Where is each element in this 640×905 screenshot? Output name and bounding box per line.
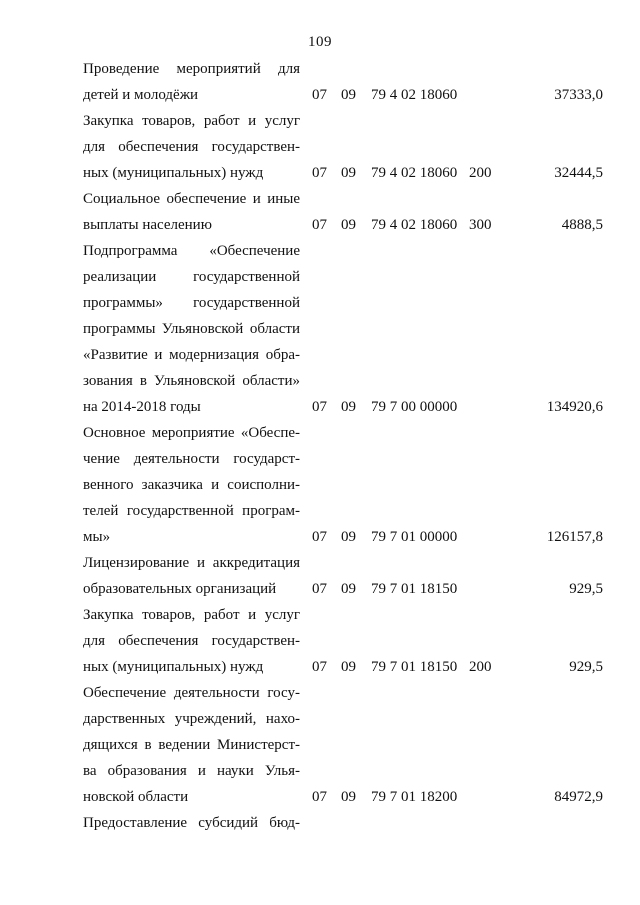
expense-type-code: 300 [469,217,492,233]
subsection-code: 09 [341,399,356,415]
row-description: Закупка товаров, работ и услуг [83,113,300,129]
amount-value: 4888,5 [561,217,603,233]
table-row [0,498,640,524]
target-article-code: 79 7 01 18150 [371,581,458,597]
row-description: на 2014-2018 годы [83,399,201,415]
table-row [0,524,640,550]
table-row [0,654,640,680]
subsection-code: 09 [341,529,356,545]
row-description: венного заказчика и соисполни- [83,477,300,493]
table-row [0,602,640,628]
subsection-code: 09 [341,789,356,805]
row-description: ва образования и науки Улья- [83,763,300,779]
row-description: образовательных организаций [83,581,277,597]
row-description: дящихся в ведении Министерст- [83,737,300,753]
row-description: Проведение мероприятий для [83,61,300,77]
subsection-code: 09 [341,581,356,597]
expense-type-code: 200 [469,165,492,181]
table-row [0,212,640,238]
section-code: 07 [312,789,327,805]
table-row [0,628,640,654]
row-description: детей и молодёжи [83,87,199,103]
row-description: новской области [83,789,189,805]
section-code: 07 [312,165,327,181]
row-description: реализации государственной [83,269,300,285]
target-article-code: 79 4 02 18060 [371,217,458,233]
row-description: программы Ульяновской области [83,321,300,337]
table-row [0,264,640,290]
table-row [0,394,640,420]
table-row [0,784,640,810]
amount-value: 929,5 [569,581,603,597]
table-row [0,758,640,784]
row-description: чение деятельности государст- [83,451,300,467]
page-number: 109 [308,34,332,50]
table-row [0,732,640,758]
subsection-code: 09 [341,659,356,675]
target-article-code: 79 7 01 18200 [371,789,458,805]
table-row [0,420,640,446]
amount-value: 134920,6 [546,399,603,415]
row-description: ных (муниципальных) нужд [83,165,264,181]
row-description: Предоставление субсидий бюд- [83,815,300,831]
section-code: 07 [312,399,327,415]
budget-table [0,56,640,836]
table-row [0,316,640,342]
table-row [0,550,640,576]
table-row [0,108,640,134]
section-code: 07 [312,581,327,597]
row-description: Обеспечение деятельности госу- [83,685,300,701]
amount-value: 84972,9 [554,789,603,805]
section-code: 07 [312,659,327,675]
amount-value: 37333,0 [554,87,603,103]
table-row [0,576,640,602]
target-article-code: 79 4 02 18060 [371,87,458,103]
row-description: для обеспечения государствен- [83,139,300,155]
table-row [0,56,640,82]
table-row [0,810,640,836]
amount-value: 32444,5 [554,165,603,181]
target-article-code: 79 4 02 18060 [371,165,458,181]
row-description: Лицензирование и аккредитация [83,555,300,571]
amount-value: 126157,8 [546,529,603,545]
row-description: Подпрограмма «Обеспечение [83,243,300,259]
section-code: 07 [312,87,327,103]
table-row [0,134,640,160]
row-description: ных (муниципальных) нужд [83,659,264,675]
table-row [0,186,640,212]
row-description: Социальное обеспечение и иные [83,191,300,207]
section-code: 07 [312,529,327,545]
row-description: «Развитие и модернизация обра- [83,347,300,363]
target-article-code: 79 7 01 00000 [371,529,458,545]
row-description: программы» государственной [83,295,300,311]
table-row [0,342,640,368]
row-description: Закупка товаров, работ и услуг [83,607,300,623]
row-description: мы» [83,529,111,545]
table-row [0,290,640,316]
table-row [0,472,640,498]
table-row [0,706,640,732]
table-row [0,238,640,264]
subsection-code: 09 [341,87,356,103]
target-article-code: 79 7 01 18150 [371,659,458,675]
row-description: для обеспечения государствен- [83,633,300,649]
row-description: дарственных учреждений, нахо- [83,711,300,727]
section-code: 07 [312,217,327,233]
subsection-code: 09 [341,165,356,181]
expense-type-code: 200 [469,659,492,675]
amount-value: 929,5 [569,659,603,675]
row-description: Основное мероприятие «Обеспе- [83,425,300,441]
row-description: выплаты населению [83,217,212,233]
table-row [0,446,640,472]
table-row [0,160,640,186]
row-description: зования в Ульяновской области» [83,373,300,389]
table-row [0,82,640,108]
table-row [0,680,640,706]
table-row [0,368,640,394]
row-description: телей государственной програм- [83,503,300,519]
target-article-code: 79 7 00 00000 [371,399,458,415]
subsection-code: 09 [341,217,356,233]
